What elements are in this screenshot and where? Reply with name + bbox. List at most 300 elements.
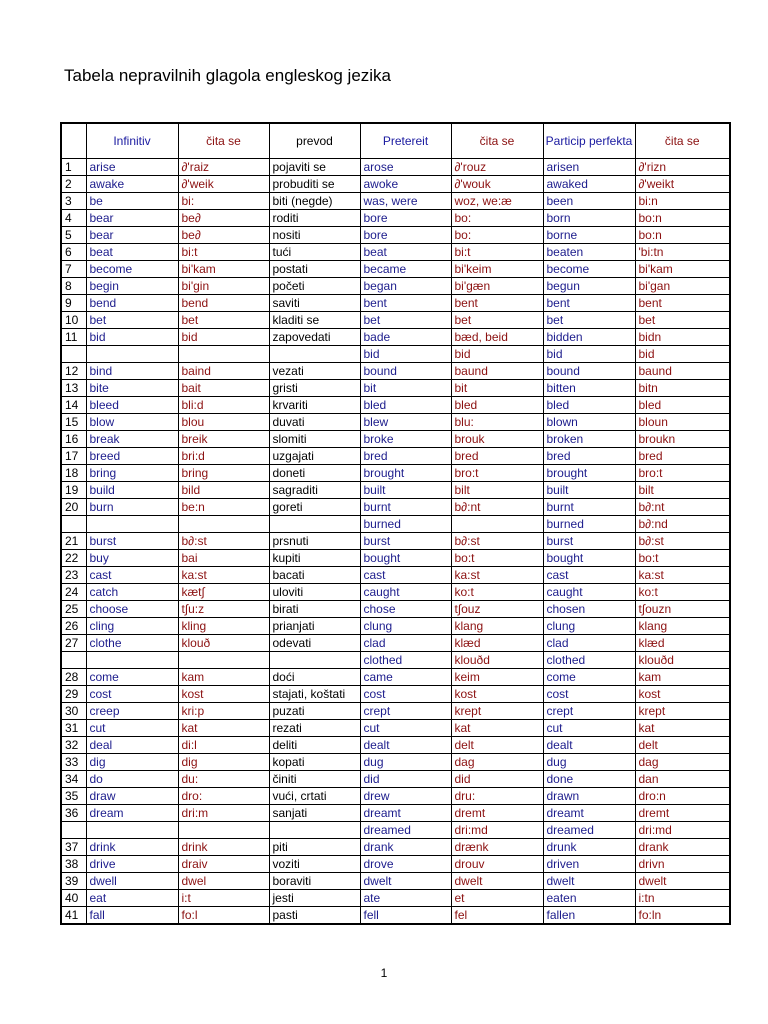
preterite-cell: caught	[360, 584, 451, 601]
preterite-pronunciation-cell: brouk	[451, 431, 543, 448]
row-number: 10	[61, 312, 86, 329]
participle-pronunciation-cell: kam	[635, 669, 730, 686]
participle-pronunciation-cell: dag	[635, 754, 730, 771]
infinitive-cell: dig	[86, 754, 178, 771]
participle-cell: beaten	[543, 244, 635, 261]
infinitive-pronunciation-cell: kling	[178, 618, 269, 635]
row-number: 24	[61, 584, 86, 601]
preterite-pronunciation-cell: woz, we:æ	[451, 193, 543, 210]
translation-cell: kopati	[269, 754, 360, 771]
preterite-pronunciation-cell: bent	[451, 295, 543, 312]
preterite-cell: chose	[360, 601, 451, 618]
infinitive-cell: break	[86, 431, 178, 448]
preterite-pronunciation-cell: blu:	[451, 414, 543, 431]
translation-cell: prsnuti	[269, 533, 360, 550]
preterite-cell: awoke	[360, 176, 451, 193]
participle-cell: bred	[543, 448, 635, 465]
infinitive-cell: awake	[86, 176, 178, 193]
translation-cell: stajati, koštati	[269, 686, 360, 703]
participle-pronunciation-cell: kost	[635, 686, 730, 703]
table-row	[61, 601, 730, 618]
row-number: 36	[61, 805, 86, 822]
table-row	[61, 907, 730, 925]
row-number: 32	[61, 737, 86, 754]
translation-cell: biti (negde)	[269, 193, 360, 210]
infinitive-pronunciation-cell: bli:d	[178, 397, 269, 414]
translation-cell: tući	[269, 244, 360, 261]
table-row	[61, 533, 730, 550]
preterite-pronunciation-cell: bet	[451, 312, 543, 329]
preterite-pronunciation-cell: klæd	[451, 635, 543, 652]
infinitive-pronunciation-cell: be:n	[178, 499, 269, 516]
row-number: 29	[61, 686, 86, 703]
infinitive-cell: clothe	[86, 635, 178, 652]
table-row	[61, 771, 730, 788]
infinitive-cell: drink	[86, 839, 178, 856]
preterite-cell: dreamt	[360, 805, 451, 822]
participle-pronunciation-cell: 'bi:tn	[635, 244, 730, 261]
participle-pronunciation-cell: klouðd	[635, 652, 730, 669]
infinitive-pronunciation-cell: bild	[178, 482, 269, 499]
irregular-verbs-table	[60, 122, 731, 925]
infinitive-pronunciation-cell: ka:st	[178, 567, 269, 584]
row-number: 23	[61, 567, 86, 584]
row-number: 22	[61, 550, 86, 567]
translation-cell: vući, crtati	[269, 788, 360, 805]
preterite-pronunciation-cell: klang	[451, 618, 543, 635]
preterite-cell: ate	[360, 890, 451, 907]
participle-pronunciation-cell: bent	[635, 295, 730, 312]
preterite-cell: clung	[360, 618, 451, 635]
translation-cell	[269, 346, 360, 363]
infinitive-pronunciation-cell: bend	[178, 295, 269, 312]
participle-pronunciation-cell: dan	[635, 771, 730, 788]
infinitive-cell: breed	[86, 448, 178, 465]
translation-cell: duvati	[269, 414, 360, 431]
table-row	[61, 244, 730, 261]
preterite-cell: clothed	[360, 652, 451, 669]
participle-pronunciation-cell: bi:n	[635, 193, 730, 210]
preterite-pronunciation-cell: did	[451, 771, 543, 788]
translation-cell: roditi	[269, 210, 360, 227]
infinitive-cell: catch	[86, 584, 178, 601]
participle-cell: bid	[543, 346, 635, 363]
infinitive-cell: beat	[86, 244, 178, 261]
preterite-cell: began	[360, 278, 451, 295]
translation-cell: činiti	[269, 771, 360, 788]
infinitive-pronunciation-cell: kat	[178, 720, 269, 737]
row-number: 34	[61, 771, 86, 788]
row-number: 7	[61, 261, 86, 278]
preterite-pronunciation-cell: b∂:nt	[451, 499, 543, 516]
translation-cell: krvariti	[269, 397, 360, 414]
row-number: 18	[61, 465, 86, 482]
row-number: 19	[61, 482, 86, 499]
table-row	[61, 737, 730, 754]
participle-pronunciation-cell: ∂'rizn	[635, 159, 730, 176]
participle-pronunciation-cell: ko:t	[635, 584, 730, 601]
table-row	[61, 839, 730, 856]
participle-cell: come	[543, 669, 635, 686]
infinitive-cell: burst	[86, 533, 178, 550]
translation-cell: odevati	[269, 635, 360, 652]
participle-pronunciation-cell: bo:n	[635, 227, 730, 244]
preterite-cell: bit	[360, 380, 451, 397]
preterite-pronunciation-cell: bi'keim	[451, 261, 543, 278]
row-number: 4	[61, 210, 86, 227]
row-number	[61, 346, 86, 363]
participle-cell: eaten	[543, 890, 635, 907]
infinitive-pronunciation-cell: dri:m	[178, 805, 269, 822]
participle-pronunciation-cell: drank	[635, 839, 730, 856]
translation-cell: jesti	[269, 890, 360, 907]
preterite-pronunciation-cell: ∂'wouk	[451, 176, 543, 193]
table-row	[61, 635, 730, 652]
participle-pronunciation-cell: krept	[635, 703, 730, 720]
participle-pronunciation-cell: bid	[635, 346, 730, 363]
infinitive-pronunciation-cell: klouð	[178, 635, 269, 652]
infinitive-pronunciation-cell: breik	[178, 431, 269, 448]
infinitive-pronunciation-cell: bri:d	[178, 448, 269, 465]
infinitive-cell: bear	[86, 227, 178, 244]
translation-cell: postati	[269, 261, 360, 278]
participle-cell: drunk	[543, 839, 635, 856]
participle-pronunciation-cell: bo:t	[635, 550, 730, 567]
infinitive-pronunciation-cell	[178, 652, 269, 669]
infinitive-pronunciation-cell: bai	[178, 550, 269, 567]
translation-cell: goreti	[269, 499, 360, 516]
participle-cell: broken	[543, 431, 635, 448]
preterite-cell: bound	[360, 363, 451, 380]
row-number: 8	[61, 278, 86, 295]
table-row	[61, 822, 730, 839]
table-row	[61, 159, 730, 176]
infinitive-cell: deal	[86, 737, 178, 754]
table-row	[61, 380, 730, 397]
row-number: 27	[61, 635, 86, 652]
infinitive-cell: come	[86, 669, 178, 686]
translation-cell: rezati	[269, 720, 360, 737]
table-row	[61, 329, 730, 346]
table-row	[61, 176, 730, 193]
participle-pronunciation-cell: ∂'weikt	[635, 176, 730, 193]
infinitive-cell: creep	[86, 703, 178, 720]
preterite-pronunciation-cell: bo:	[451, 227, 543, 244]
row-number: 37	[61, 839, 86, 856]
participle-pronunciation-cell: b∂:nt	[635, 499, 730, 516]
translation-cell: pojaviti se	[269, 159, 360, 176]
header-number	[61, 123, 86, 159]
header-pronunciation-1: čita se	[178, 123, 269, 159]
preterite-cell: cost	[360, 686, 451, 703]
infinitive-pronunciation-cell: b∂:st	[178, 533, 269, 550]
participle-cell: crept	[543, 703, 635, 720]
preterite-cell: came	[360, 669, 451, 686]
table-row	[61, 363, 730, 380]
table-row	[61, 431, 730, 448]
table-row	[61, 397, 730, 414]
row-number	[61, 822, 86, 839]
participle-cell: burned	[543, 516, 635, 533]
infinitive-pronunciation-cell: bring	[178, 465, 269, 482]
participle-pronunciation-cell: bet	[635, 312, 730, 329]
participle-cell: dreamt	[543, 805, 635, 822]
infinitive-pronunciation-cell: baind	[178, 363, 269, 380]
row-number: 25	[61, 601, 86, 618]
participle-pronunciation-cell: b∂:st	[635, 533, 730, 550]
preterite-pronunciation-cell: ka:st	[451, 567, 543, 584]
table-row	[61, 890, 730, 907]
infinitive-pronunciation-cell: i:t	[178, 890, 269, 907]
header-row	[61, 123, 730, 159]
infinitive-cell: buy	[86, 550, 178, 567]
preterite-pronunciation-cell: bi'gæn	[451, 278, 543, 295]
participle-pronunciation-cell: i:tn	[635, 890, 730, 907]
translation-cell: doći	[269, 669, 360, 686]
row-number: 3	[61, 193, 86, 210]
preterite-pronunciation-cell: kost	[451, 686, 543, 703]
table-row	[61, 618, 730, 635]
translation-cell: voziti	[269, 856, 360, 873]
row-number: 16	[61, 431, 86, 448]
infinitive-cell: arise	[86, 159, 178, 176]
row-number: 13	[61, 380, 86, 397]
translation-cell: početi	[269, 278, 360, 295]
preterite-cell: blew	[360, 414, 451, 431]
infinitive-pronunciation-cell: draiv	[178, 856, 269, 873]
participle-cell: bought	[543, 550, 635, 567]
translation-cell: kladiti se	[269, 312, 360, 329]
infinitive-cell	[86, 346, 178, 363]
infinitive-cell: choose	[86, 601, 178, 618]
header-infinitiv: Infinitiv	[86, 123, 178, 159]
translation-cell: gristi	[269, 380, 360, 397]
participle-pronunciation-cell: dro:n	[635, 788, 730, 805]
participle-cell: dreamed	[543, 822, 635, 839]
row-number: 9	[61, 295, 86, 312]
participle-cell: bound	[543, 363, 635, 380]
preterite-cell: bade	[360, 329, 451, 346]
preterite-cell: clad	[360, 635, 451, 652]
table-body	[61, 159, 730, 925]
preterite-pronunciation-cell: dag	[451, 754, 543, 771]
table-row	[61, 227, 730, 244]
preterite-cell: dreamed	[360, 822, 451, 839]
table-row	[61, 720, 730, 737]
preterite-cell: bent	[360, 295, 451, 312]
participle-pronunciation-cell: dremt	[635, 805, 730, 822]
infinitive-pronunciation-cell: bait	[178, 380, 269, 397]
infinitive-cell: fall	[86, 907, 178, 925]
translation-cell: slomiti	[269, 431, 360, 448]
participle-cell: bent	[543, 295, 635, 312]
preterite-pronunciation-cell: bled	[451, 397, 543, 414]
row-number: 40	[61, 890, 86, 907]
table-row	[61, 465, 730, 482]
preterite-cell: burnt	[360, 499, 451, 516]
participle-cell: awaked	[543, 176, 635, 193]
translation-cell	[269, 652, 360, 669]
infinitive-pronunciation-cell: dwel	[178, 873, 269, 890]
preterite-cell: arose	[360, 159, 451, 176]
translation-cell: uloviti	[269, 584, 360, 601]
infinitive-pronunciation-cell: ∂'raiz	[178, 159, 269, 176]
preterite-pronunciation-cell: bo:	[451, 210, 543, 227]
infinitive-pronunciation-cell: fo:l	[178, 907, 269, 925]
preterite-pronunciation-cell: delt	[451, 737, 543, 754]
preterite-cell: bore	[360, 227, 451, 244]
translation-cell: prianjati	[269, 618, 360, 635]
header-pronunciation-2: čita se	[451, 123, 543, 159]
preterite-pronunciation-cell: t∫ouz	[451, 601, 543, 618]
table-row	[61, 686, 730, 703]
infinitive-cell: bet	[86, 312, 178, 329]
table-row	[61, 312, 730, 329]
preterite-cell: beat	[360, 244, 451, 261]
row-number: 31	[61, 720, 86, 737]
participle-cell: brought	[543, 465, 635, 482]
preterite-cell: cut	[360, 720, 451, 737]
table-row	[61, 584, 730, 601]
preterite-pronunciation-cell: ko:t	[451, 584, 543, 601]
participle-pronunciation-cell: dwelt	[635, 873, 730, 890]
preterite-pronunciation-cell: drænk	[451, 839, 543, 856]
infinitive-pronunciation-cell: dro:	[178, 788, 269, 805]
row-number: 21	[61, 533, 86, 550]
translation-cell: doneti	[269, 465, 360, 482]
participle-cell: burnt	[543, 499, 635, 516]
preterite-pronunciation-cell	[451, 516, 543, 533]
translation-cell: puzati	[269, 703, 360, 720]
participle-pronunciation-cell: bilt	[635, 482, 730, 499]
preterite-pronunciation-cell: dremt	[451, 805, 543, 822]
translation-cell: saviti	[269, 295, 360, 312]
infinitive-pronunciation-cell: ∂'weik	[178, 176, 269, 193]
table-row	[61, 669, 730, 686]
participle-pronunciation-cell: t∫ouzn	[635, 601, 730, 618]
header-pronunciation-3: čita se	[635, 123, 730, 159]
infinitive-pronunciation-cell: bi:	[178, 193, 269, 210]
translation-cell: sanjati	[269, 805, 360, 822]
page-title: Tabela nepravilnih glagola engleskog jezika	[64, 66, 392, 85]
participle-pronunciation-cell: bled	[635, 397, 730, 414]
participle-cell: begun	[543, 278, 635, 295]
row-number: 5	[61, 227, 86, 244]
translation-cell: birati	[269, 601, 360, 618]
participle-cell: dealt	[543, 737, 635, 754]
preterite-pronunciation-cell: bæd, beid	[451, 329, 543, 346]
participle-cell: bitten	[543, 380, 635, 397]
row-number: 41	[61, 907, 86, 925]
row-number: 30	[61, 703, 86, 720]
translation-cell: pasti	[269, 907, 360, 925]
header-particip: Particip perfekta	[543, 123, 635, 159]
row-number: 39	[61, 873, 86, 890]
row-number: 2	[61, 176, 86, 193]
translation-cell: nositi	[269, 227, 360, 244]
row-number: 11	[61, 329, 86, 346]
preterite-cell: burst	[360, 533, 451, 550]
infinitive-pronunciation-cell	[178, 346, 269, 363]
table-row	[61, 788, 730, 805]
infinitive-cell: bear	[86, 210, 178, 227]
preterite-pronunciation-cell: klouðd	[451, 652, 543, 669]
participle-cell: drawn	[543, 788, 635, 805]
infinitive-cell: draw	[86, 788, 178, 805]
participle-pronunciation-cell: baund	[635, 363, 730, 380]
preterite-cell: bought	[360, 550, 451, 567]
infinitive-cell: cost	[86, 686, 178, 703]
translation-cell: sagraditi	[269, 482, 360, 499]
participle-pronunciation-cell: bi'gan	[635, 278, 730, 295]
infinitive-pronunciation-cell	[178, 516, 269, 533]
preterite-pronunciation-cell: bit	[451, 380, 543, 397]
infinitive-pronunciation-cell: be∂	[178, 210, 269, 227]
infinitive-pronunciation-cell	[178, 822, 269, 839]
preterite-pronunciation-cell: bro:t	[451, 465, 543, 482]
row-number: 28	[61, 669, 86, 686]
table-row	[61, 703, 730, 720]
infinitive-cell: cling	[86, 618, 178, 635]
preterite-pronunciation-cell: bi:t	[451, 244, 543, 261]
preterite-pronunciation-cell: kat	[451, 720, 543, 737]
translation-cell	[269, 822, 360, 839]
translation-cell: deliti	[269, 737, 360, 754]
participle-cell: cut	[543, 720, 635, 737]
infinitive-cell: bid	[86, 329, 178, 346]
table-row	[61, 295, 730, 312]
infinitive-pronunciation-cell: drink	[178, 839, 269, 856]
table-row	[61, 261, 730, 278]
participle-cell: borne	[543, 227, 635, 244]
participle-cell: dwelt	[543, 873, 635, 890]
participle-pronunciation-cell: fo:ln	[635, 907, 730, 925]
preterite-pronunciation-cell: ∂'rouz	[451, 159, 543, 176]
preterite-pronunciation-cell: drouv	[451, 856, 543, 873]
participle-pronunciation-cell: bi'kam	[635, 261, 730, 278]
participle-cell: clad	[543, 635, 635, 652]
preterite-cell: bid	[360, 346, 451, 363]
page-number: 1	[380, 966, 388, 980]
participle-pronunciation-cell: bo:n	[635, 210, 730, 227]
infinitive-cell: bring	[86, 465, 178, 482]
infinitive-cell: begin	[86, 278, 178, 295]
preterite-pronunciation-cell: dru:	[451, 788, 543, 805]
row-number: 17	[61, 448, 86, 465]
preterite-cell: bled	[360, 397, 451, 414]
preterite-pronunciation-cell: bo:t	[451, 550, 543, 567]
participle-cell: chosen	[543, 601, 635, 618]
row-number: 33	[61, 754, 86, 771]
preterite-pronunciation-cell: krept	[451, 703, 543, 720]
infinitive-cell: dwell	[86, 873, 178, 890]
preterite-pronunciation-cell: et	[451, 890, 543, 907]
row-number: 38	[61, 856, 86, 873]
infinitive-cell: dream	[86, 805, 178, 822]
infinitive-cell: build	[86, 482, 178, 499]
translation-cell: boraviti	[269, 873, 360, 890]
infinitive-pronunciation-cell: kæt∫	[178, 584, 269, 601]
infinitive-cell: be	[86, 193, 178, 210]
infinitive-cell: become	[86, 261, 178, 278]
table-row	[61, 210, 730, 227]
row-number	[61, 516, 86, 533]
preterite-cell: drove	[360, 856, 451, 873]
participle-pronunciation-cell: delt	[635, 737, 730, 754]
participle-cell: done	[543, 771, 635, 788]
preterite-cell: burned	[360, 516, 451, 533]
header-translation: prevod	[269, 123, 360, 159]
